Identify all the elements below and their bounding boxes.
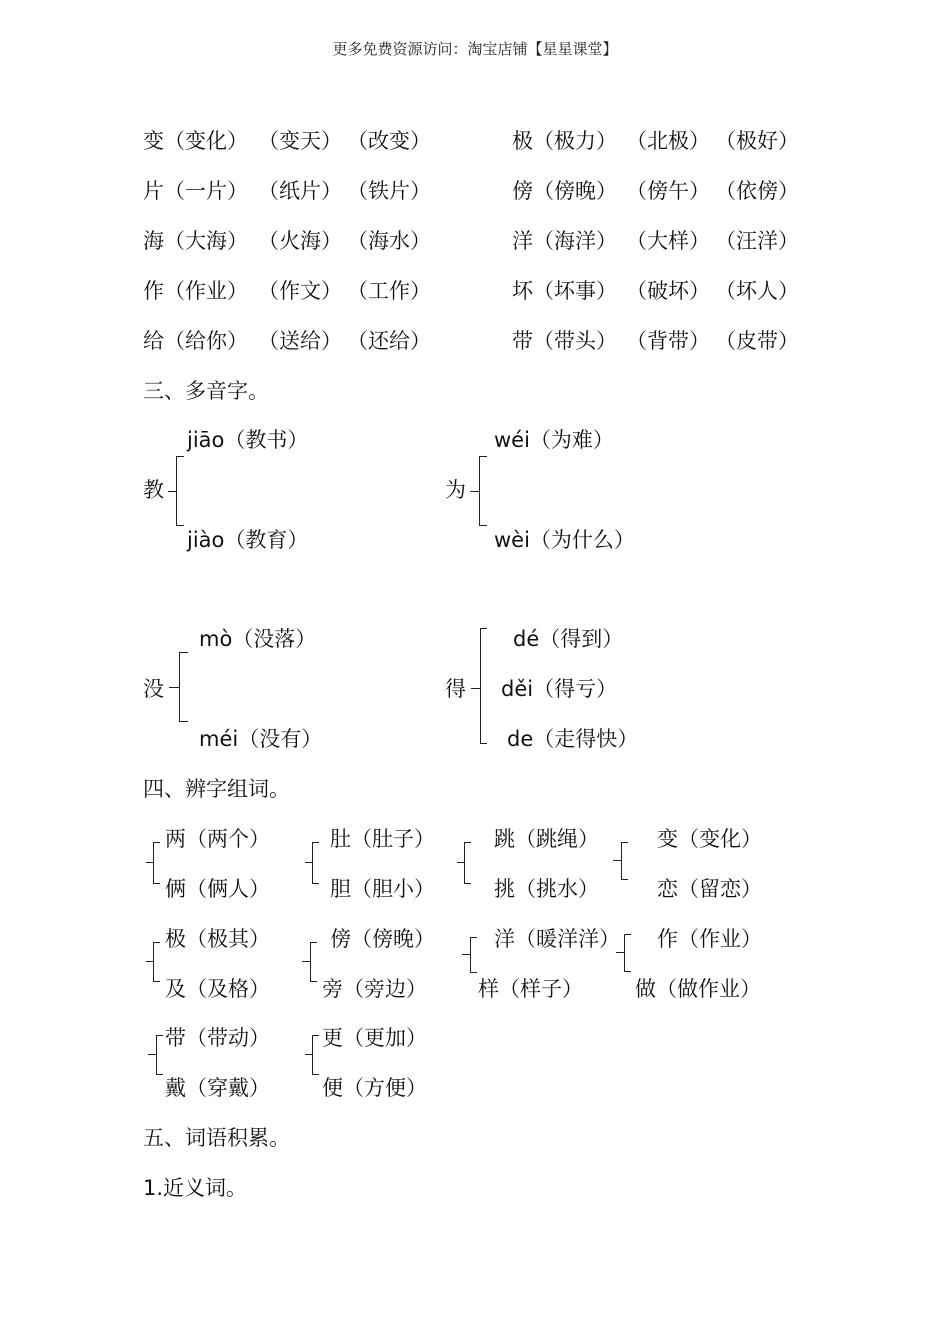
- bracket-icon: [479, 456, 487, 526]
- word-group-word: （还给）: [347, 329, 431, 353]
- polyphone-char: 为: [445, 478, 466, 502]
- bracket-icon: [464, 842, 471, 884]
- bracket-icon: [176, 456, 184, 526]
- bracket-tick: [169, 687, 179, 688]
- bracket-tick: [471, 688, 480, 689]
- bracket-icon: [179, 652, 188, 722]
- word-group-char: 极: [512, 129, 533, 153]
- bracket-tick: [146, 961, 153, 962]
- word-group-word: （火海）: [258, 229, 342, 253]
- word-group-word: （大海）: [164, 229, 248, 253]
- word-group-char: 作: [143, 279, 164, 303]
- char-pair-item: 恋（留恋）: [657, 877, 762, 901]
- bracket-icon: [153, 942, 160, 982]
- word-group-word: （坏事）: [533, 279, 617, 303]
- bracket-icon: [156, 1035, 163, 1075]
- char-pair-item: 胆（胆小）: [330, 877, 435, 901]
- word-group-word: （大样）: [626, 229, 710, 253]
- polyphone-reading: wéi（为难）: [494, 428, 614, 452]
- char-pair-item: 挑（挑水）: [494, 877, 599, 901]
- word-group-word: （作文）: [258, 279, 342, 303]
- bracket-tick: [457, 862, 464, 863]
- bracket-icon: [624, 934, 631, 972]
- char-pair-item: 及（及格）: [165, 977, 270, 1001]
- word-group-word: （依傍）: [715, 179, 799, 203]
- bracket-tick: [168, 491, 176, 492]
- word-group-word: （变化）: [164, 129, 248, 153]
- char-pair-item: 做（做作业）: [635, 977, 761, 1001]
- word-group-word: （极力）: [533, 129, 617, 153]
- word-group-word: （海水）: [347, 229, 431, 253]
- char-pair-item: 戴（穿戴）: [165, 1076, 270, 1100]
- word-group-word: （傍午）: [626, 179, 710, 203]
- bracket-icon: [310, 942, 317, 982]
- bracket-icon: [312, 1035, 319, 1075]
- polyphone-reading: mò（没落）: [199, 627, 317, 651]
- polyphone-reading: jiào（教育）: [187, 528, 309, 552]
- polyphone-reading: jiāo（教书）: [187, 428, 309, 452]
- bracket-icon: [312, 842, 319, 884]
- word-group-word: （送给）: [258, 329, 342, 353]
- char-pair-item: 跳（跳绳）: [494, 827, 599, 851]
- bracket-tick: [146, 862, 153, 863]
- word-group-word: （一片）: [164, 179, 248, 203]
- word-group-char: 傍: [512, 179, 533, 203]
- word-group-word: （背带）: [626, 329, 710, 353]
- section-title: 四、辨字组词。: [143, 777, 290, 801]
- char-pair-item: 变（变化）: [657, 827, 762, 851]
- polyphone-reading: méi（没有）: [199, 727, 323, 751]
- polyphone-reading: wèi（为什么）: [494, 528, 635, 552]
- char-pair-item: 更（更加）: [322, 1026, 427, 1050]
- word-group-char: 洋: [512, 229, 533, 253]
- bracket-icon: [621, 842, 628, 880]
- bracket-icon: [480, 628, 487, 744]
- polyphone-reading: dé（得到）: [513, 627, 624, 651]
- bracket-tick: [613, 860, 621, 861]
- section-title: 五、词语积累。: [143, 1126, 290, 1150]
- word-group-char: 海: [143, 229, 164, 253]
- char-pair-item: 旁（旁边）: [322, 977, 427, 1001]
- word-group-word: （坏人）: [715, 279, 799, 303]
- word-group-word: （皮带）: [715, 329, 799, 353]
- word-group-char: 带: [512, 329, 533, 353]
- char-pair-item: 俩（俩人）: [165, 877, 270, 901]
- bracket-tick: [462, 954, 470, 955]
- char-pair-item: 肚（肚子）: [330, 827, 435, 851]
- bracket-tick: [305, 1054, 312, 1055]
- bracket-tick: [302, 961, 310, 962]
- char-pair-item: 傍（傍晚）: [330, 927, 435, 951]
- word-group-word: （铁片）: [347, 179, 431, 203]
- char-pair-item: 两（两个）: [165, 827, 270, 851]
- char-pair-item: 样（样子）: [478, 977, 583, 1001]
- polyphone-char: 教: [143, 478, 164, 502]
- word-group-word: （汪洋）: [715, 229, 799, 253]
- char-pair-item: 极（极其）: [165, 927, 270, 951]
- char-pair-item: 作（作业）: [657, 927, 762, 951]
- word-group-char: 给: [143, 329, 164, 353]
- bracket-tick: [616, 952, 624, 953]
- word-group-word: （傍晚）: [533, 179, 617, 203]
- char-pair-item: 带（带动）: [165, 1026, 270, 1050]
- word-group-word: （海洋）: [533, 229, 617, 253]
- polyphone-char: 得: [445, 677, 466, 701]
- word-group-word: （工作）: [347, 279, 431, 303]
- polyphone-char: 没: [143, 677, 164, 701]
- bracket-icon: [470, 937, 477, 973]
- polyphone-reading: děi（得亏）: [501, 677, 618, 701]
- subsection-title: 1.近义词。: [143, 1176, 248, 1200]
- char-pair-item: 洋（暖洋洋）: [494, 927, 620, 951]
- word-group-word: （破坏）: [626, 279, 710, 303]
- polyphone-reading: de（走得快）: [507, 727, 639, 751]
- bracket-icon: [153, 842, 160, 884]
- word-group-word: （极好）: [715, 129, 799, 153]
- page-header: 更多免费资源访问：淘宝店铺【星星课堂】: [332, 40, 618, 58]
- word-group-word: （变天）: [258, 129, 342, 153]
- word-group-char: 片: [143, 179, 164, 203]
- bracket-tick: [305, 862, 312, 863]
- word-group-word: （带头）: [533, 329, 617, 353]
- word-group-char: 坏: [512, 279, 533, 303]
- word-group-word: （北极）: [626, 129, 710, 153]
- bracket-tick: [470, 491, 479, 492]
- word-group-char: 变: [143, 129, 164, 153]
- word-group-word: （给你）: [164, 329, 248, 353]
- section-title: 三、多音字。: [143, 379, 269, 403]
- word-group-word: （改变）: [347, 129, 431, 153]
- bracket-tick: [148, 1054, 156, 1055]
- char-pair-item: 便（方便）: [322, 1076, 427, 1100]
- word-group-word: （作业）: [164, 279, 248, 303]
- word-group-word: （纸片）: [258, 179, 342, 203]
